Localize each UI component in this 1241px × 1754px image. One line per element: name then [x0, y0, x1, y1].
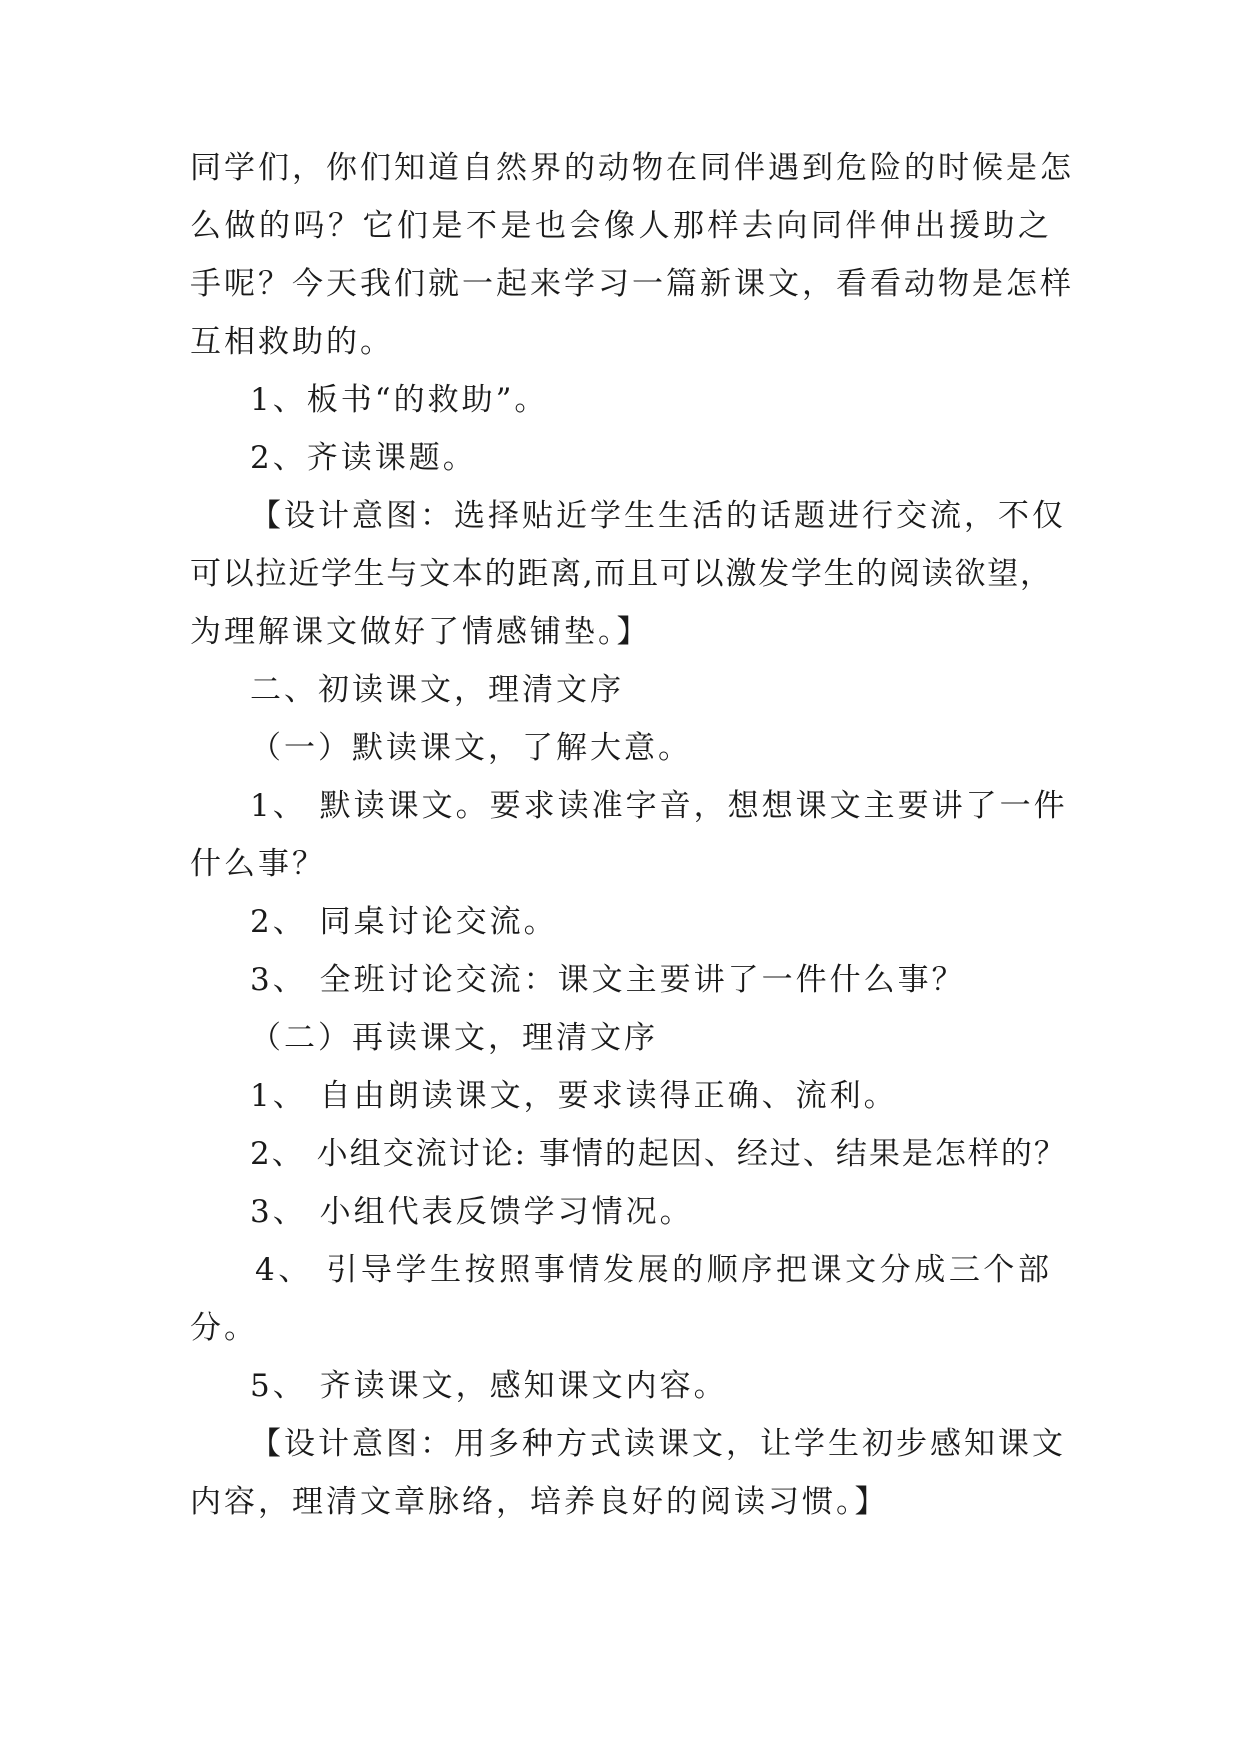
text-line: 2、齐读课题。 [250, 440, 477, 476]
text-line: 【设计意图：用多种方式读课文，让学生初步感知课文 [250, 1426, 1066, 1462]
text-line: 3、 小组代表反馈学习情况。 [250, 1194, 694, 1230]
subsection-heading: （一）默读课文，了解大意。 [250, 730, 692, 766]
text-line: 1、板书“的救助”。 [250, 382, 549, 418]
text-line: 互相救助的。 [190, 324, 394, 360]
text-line: 1、 默读课文。要求读准字音，想想课文主要讲了一件 [250, 788, 1068, 824]
text-line: 什么事？ [190, 846, 326, 882]
text-line: 1、 自由朗读课文，要求读得正确、流利。 [250, 1078, 898, 1114]
text-line: 为理解课文做好了情感铺垫。】 [190, 614, 651, 650]
text-line: 2、 小组交流讨论: 事情的起因、经过、结果是怎样的？ [250, 1136, 1067, 1172]
text-line: 手呢？今天我们就一起来学习一篇新课文，看看动物是怎样 [190, 266, 1074, 302]
text-line: 【设计意图：选择贴近学生生活的话题进行交流，不仅 [250, 498, 1066, 534]
text-line: 分。 [190, 1310, 258, 1346]
text-line: 内容，理清文章脉络，培养良好的阅读习惯。】 [190, 1484, 889, 1520]
text-line: 3、 全班讨论交流：课文主要讲了一件什么事？ [250, 962, 966, 998]
text-line: 同学们，你们知道自然界的动物在同伴遇到危险的时候是怎 [190, 150, 1074, 186]
text-line: 4、 引导学生按照事情发展的顺序把课文分成三个部 [255, 1252, 1052, 1288]
subsection-heading: （二）再读课文，理清文序 [250, 1020, 658, 1056]
text-line: 么做的吗？它们是不是也会像人那样去向同伴伸出援助之 [190, 208, 1052, 244]
section-heading: 二、初读课文，理清文序 [250, 672, 624, 708]
text-line: 5、 齐读课文，感知课文内容。 [250, 1368, 728, 1404]
text-line: 2、 同桌讨论交流。 [250, 904, 558, 940]
text-line: 可以拉近学生与文本的距离,而且可以激发学生的阅读欲望， [190, 556, 1052, 592]
